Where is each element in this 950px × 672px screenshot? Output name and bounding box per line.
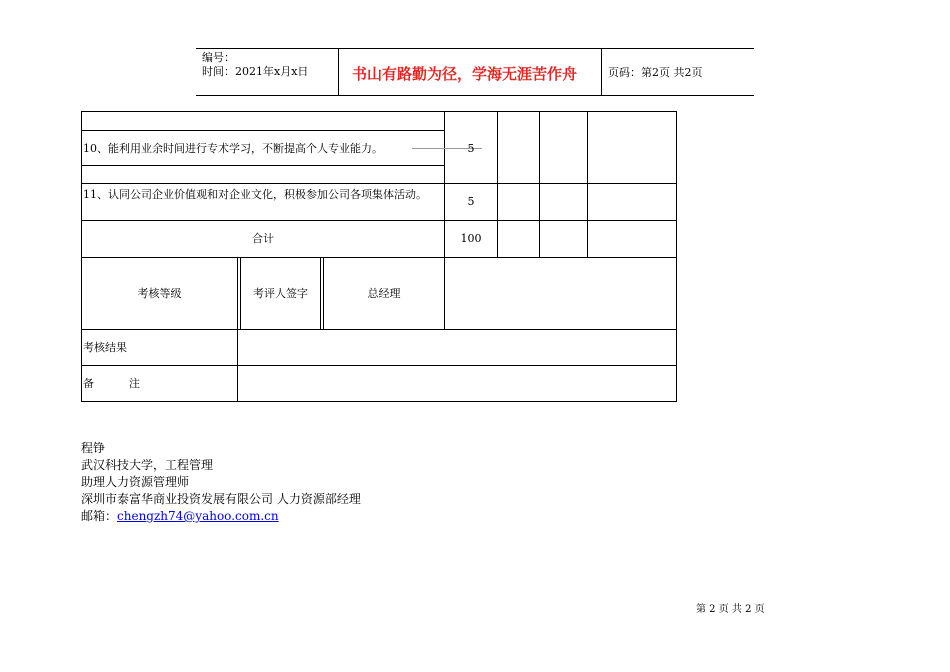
criteria-row-10-text: 10、能利用业余时间进行专术学习，不断提高个人专业能力。 [83, 142, 383, 155]
reviewer-signature-label: 考评人签字 [253, 287, 308, 300]
grade-label: 考核等级 [137, 287, 182, 300]
total-value: 100 [460, 232, 482, 245]
author-name: 程铮 [81, 441, 106, 455]
email-link[interactable]: chengzh74@yahoo.com.cn [117, 509, 279, 523]
criteria-row-11-text: 11、认同公司企业价值观和对企业文化，积极参加公司各项集体活动。 [83, 188, 427, 201]
page-info: 页码：第2页 共2页 [608, 66, 703, 79]
author-school: 武汉科技大学，工程管理 [81, 458, 214, 472]
general-manager-label: 总经理 [367, 287, 401, 300]
result-label: 考核结果 [83, 341, 127, 354]
author-title: 助理人力资源管理师 [81, 475, 190, 489]
header-motto: 书山有路勤为径，学海无涯苦作舟 [352, 65, 578, 83]
author-email-row [81, 508, 279, 524]
total-label: 合计 [252, 232, 274, 245]
remark-label: 备 注 [83, 377, 140, 390]
author-company: 深圳市泰富华商业投资发展有限公司 人力资源部经理 [81, 492, 361, 506]
criteria-row-11-score: 5 [467, 195, 475, 208]
email-label: 邮箱： [81, 509, 118, 523]
page-footer: 第 2 页 共 2 页 [696, 604, 765, 615]
criteria-row-10-score: 5 [467, 142, 475, 155]
document-number-label: 编号： [202, 51, 235, 64]
document-time: 时间：2021年x月x日 [202, 65, 309, 78]
